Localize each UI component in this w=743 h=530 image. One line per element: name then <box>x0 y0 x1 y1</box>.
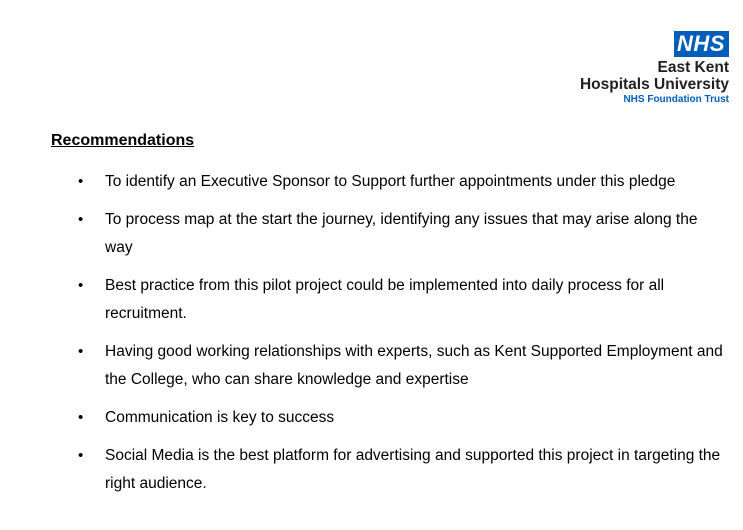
list-item <box>0 404 743 432</box>
list-item <box>0 206 743 262</box>
list-item <box>0 168 743 196</box>
list-item <box>0 272 743 328</box>
org-name-line-1: East Kent <box>657 59 729 76</box>
list-item-text: Having good working relationships with experts, such as Kent Supported Employment and the College, who can share knowledge and expertise <box>105 343 723 388</box>
bullet-icon: • <box>78 211 84 228</box>
bullet-icon: • <box>78 343 84 360</box>
list-item <box>0 338 743 394</box>
list-item-text: To process map at the start the journey, identifying any issues that may arise along the way <box>105 211 698 256</box>
bullet-icon: • <box>78 277 84 294</box>
list-item-text: Communication is key to success <box>105 409 335 426</box>
list-item-text: To identify an Executive Sponsor to Support further appointments under this pledge <box>105 173 676 190</box>
foundation-trust-line: NHS Foundation Trust <box>623 94 729 105</box>
list-item-text: Social Media is the best platform for advertising and supported this project in targeting the right audience. <box>105 447 721 492</box>
bullet-icon: • <box>78 173 84 190</box>
list-item-text: Best practice from this pilot project could be implemented into daily process for all recruitment. <box>105 277 665 322</box>
bullet-icon: • <box>78 447 84 464</box>
nhs-trust-logo <box>469 31 729 106</box>
recommendations-list <box>0 168 743 508</box>
list-item <box>0 442 743 498</box>
bullet-icon: • <box>78 409 84 426</box>
org-name-line-2: Hospitals University <box>579 76 729 93</box>
recommendations-heading: Recommendations <box>51 132 195 149</box>
nhs-logo-badge: NHS <box>674 31 729 57</box>
